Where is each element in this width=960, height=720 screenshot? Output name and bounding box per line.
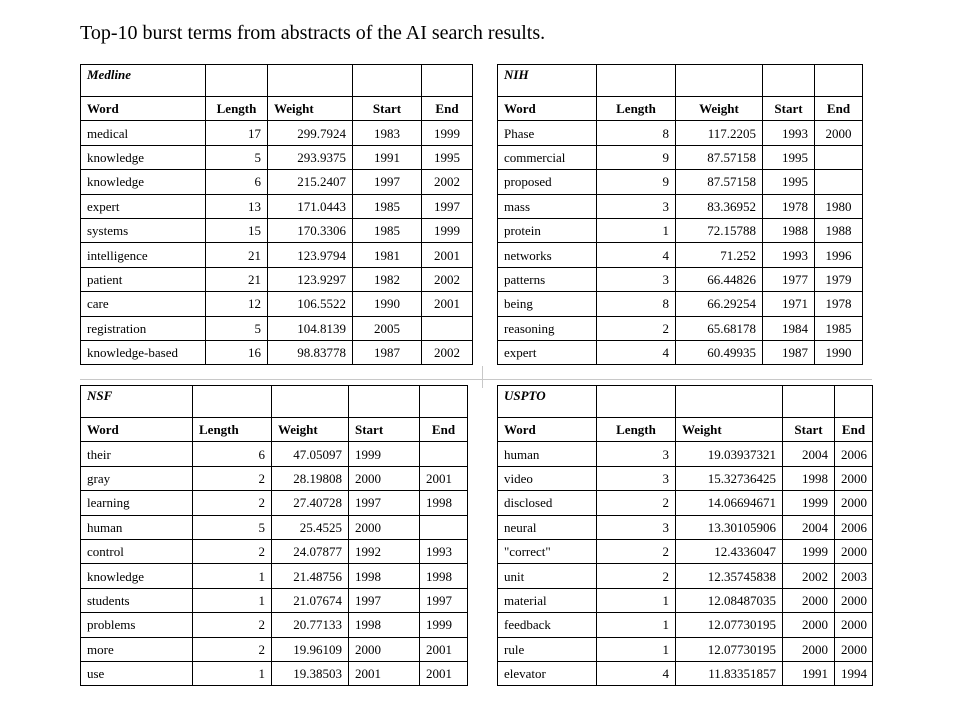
weight-cell: 106.5522 bbox=[268, 292, 353, 316]
word-cell: elevator bbox=[498, 661, 597, 685]
length-cell: 3 bbox=[597, 442, 676, 466]
length-cell: 4 bbox=[597, 243, 676, 267]
word-cell: medical bbox=[81, 121, 206, 145]
end-cell: 1990 bbox=[815, 340, 863, 364]
table-row bbox=[498, 661, 873, 685]
length-cell: 1 bbox=[597, 218, 676, 242]
header-row bbox=[81, 418, 468, 442]
source-row bbox=[498, 65, 863, 97]
column-header-end: End bbox=[815, 97, 863, 121]
end-cell: 2000 bbox=[835, 491, 873, 515]
weight-cell: 19.96109 bbox=[272, 637, 349, 661]
start-cell: 1997 bbox=[349, 588, 420, 612]
weight-cell: 71.252 bbox=[676, 243, 763, 267]
start-cell: 2001 bbox=[349, 661, 420, 685]
table-row bbox=[81, 637, 468, 661]
empty-cell bbox=[763, 65, 815, 97]
length-cell: 2 bbox=[597, 491, 676, 515]
empty-cell bbox=[676, 386, 783, 418]
length-cell: 15 bbox=[206, 218, 268, 242]
start-cell: 2000 bbox=[349, 515, 420, 539]
start-cell: 1992 bbox=[349, 539, 420, 563]
uspto-table bbox=[497, 385, 873, 686]
weight-cell: 60.49935 bbox=[676, 340, 763, 364]
word-cell: use bbox=[81, 661, 193, 685]
length-cell: 8 bbox=[597, 292, 676, 316]
end-cell: 1995 bbox=[422, 145, 473, 169]
word-cell: knowledge-based bbox=[81, 340, 206, 364]
start-cell: 1998 bbox=[783, 466, 835, 490]
weight-cell: 14.06694671 bbox=[676, 491, 783, 515]
weight-cell: 83.36952 bbox=[676, 194, 763, 218]
start-cell: 1982 bbox=[353, 267, 422, 291]
word-cell: unit bbox=[498, 564, 597, 588]
header-row bbox=[498, 418, 873, 442]
table-row bbox=[81, 442, 468, 466]
end-cell: 1999 bbox=[422, 121, 473, 145]
end-cell: 2002 bbox=[422, 267, 473, 291]
weight-cell: 47.05097 bbox=[272, 442, 349, 466]
start-cell: 1999 bbox=[349, 442, 420, 466]
end-cell bbox=[420, 442, 468, 466]
table-row bbox=[498, 340, 863, 364]
weight-cell: 65.68178 bbox=[676, 316, 763, 340]
weight-cell: 12.35745838 bbox=[676, 564, 783, 588]
word-cell: patient bbox=[81, 267, 206, 291]
end-cell: 1978 bbox=[815, 292, 863, 316]
table-row bbox=[81, 218, 473, 242]
start-cell: 1997 bbox=[353, 170, 422, 194]
start-cell: 1984 bbox=[763, 316, 815, 340]
weight-cell: 171.0443 bbox=[268, 194, 353, 218]
weight-cell: 12.08487035 bbox=[676, 588, 783, 612]
table-row bbox=[498, 170, 863, 194]
start-cell: 2000 bbox=[349, 466, 420, 490]
table-row bbox=[81, 588, 468, 612]
empty-cell bbox=[422, 65, 473, 97]
weight-cell: 87.57158 bbox=[676, 145, 763, 169]
end-cell: 2002 bbox=[422, 170, 473, 194]
table-row bbox=[498, 316, 863, 340]
column-header-weight: Weight bbox=[272, 418, 349, 442]
end-cell: 2006 bbox=[835, 442, 873, 466]
table-row bbox=[81, 466, 468, 490]
end-cell: 2000 bbox=[835, 588, 873, 612]
length-cell: 3 bbox=[597, 194, 676, 218]
length-cell: 2 bbox=[597, 564, 676, 588]
table-row bbox=[498, 121, 863, 145]
table-row bbox=[498, 145, 863, 169]
weight-cell: 170.3306 bbox=[268, 218, 353, 242]
column-header-word: Word bbox=[498, 97, 597, 121]
column-header-start: Start bbox=[783, 418, 835, 442]
start-cell: 1993 bbox=[763, 243, 815, 267]
word-cell: more bbox=[81, 637, 193, 661]
start-cell: 1987 bbox=[763, 340, 815, 364]
table-row bbox=[498, 637, 873, 661]
empty-cell bbox=[597, 386, 676, 418]
start-cell: 1990 bbox=[353, 292, 422, 316]
weight-cell: 20.77133 bbox=[272, 613, 349, 637]
start-cell: 1985 bbox=[353, 218, 422, 242]
source-name: NSF bbox=[81, 386, 193, 418]
table-row bbox=[81, 613, 468, 637]
end-cell: 1985 bbox=[815, 316, 863, 340]
word-cell: "correct" bbox=[498, 539, 597, 563]
weight-cell: 12.07730195 bbox=[676, 613, 783, 637]
word-cell: gray bbox=[81, 466, 193, 490]
length-cell: 2 bbox=[193, 491, 272, 515]
weight-cell: 87.57158 bbox=[676, 170, 763, 194]
column-header-start: Start bbox=[349, 418, 420, 442]
table-row bbox=[498, 515, 873, 539]
end-cell: 1979 bbox=[815, 267, 863, 291]
page-title: Top-10 burst terms from abstracts of the AI search results. bbox=[80, 22, 546, 44]
length-cell: 1 bbox=[597, 588, 676, 612]
word-cell: being bbox=[498, 292, 597, 316]
empty-cell bbox=[783, 386, 835, 418]
column-header-weight: Weight bbox=[268, 97, 353, 121]
section-divider-vertical bbox=[482, 366, 483, 388]
weight-cell: 299.7924 bbox=[268, 121, 353, 145]
column-header-length: Length bbox=[206, 97, 268, 121]
table-row bbox=[81, 491, 468, 515]
word-cell: intelligence bbox=[81, 243, 206, 267]
start-cell: 1971 bbox=[763, 292, 815, 316]
table-row bbox=[81, 661, 468, 685]
word-cell: proposed bbox=[498, 170, 597, 194]
column-header-start: Start bbox=[763, 97, 815, 121]
length-cell: 9 bbox=[597, 170, 676, 194]
empty-cell bbox=[353, 65, 422, 97]
end-cell: 2000 bbox=[835, 539, 873, 563]
weight-cell: 12.07730195 bbox=[676, 637, 783, 661]
weight-cell: 215.2407 bbox=[268, 170, 353, 194]
nih-table bbox=[497, 64, 863, 365]
column-header-weight: Weight bbox=[676, 418, 783, 442]
weight-cell: 293.9375 bbox=[268, 145, 353, 169]
start-cell: 2002 bbox=[783, 564, 835, 588]
start-cell: 1993 bbox=[763, 121, 815, 145]
word-cell: material bbox=[498, 588, 597, 612]
header-row bbox=[498, 97, 863, 121]
end-cell: 1988 bbox=[815, 218, 863, 242]
weight-cell: 98.83778 bbox=[268, 340, 353, 364]
word-cell: disclosed bbox=[498, 491, 597, 515]
table-row bbox=[81, 145, 473, 169]
length-cell: 1 bbox=[193, 564, 272, 588]
length-cell: 8 bbox=[597, 121, 676, 145]
weight-cell: 123.9297 bbox=[268, 267, 353, 291]
word-cell: knowledge bbox=[81, 170, 206, 194]
source-row bbox=[81, 386, 468, 418]
empty-cell bbox=[206, 65, 268, 97]
start-cell: 1995 bbox=[763, 170, 815, 194]
column-header-end: End bbox=[835, 418, 873, 442]
length-cell: 6 bbox=[193, 442, 272, 466]
word-cell: students bbox=[81, 588, 193, 612]
word-cell: patterns bbox=[498, 267, 597, 291]
end-cell bbox=[815, 170, 863, 194]
end-cell: 1998 bbox=[420, 491, 468, 515]
empty-cell bbox=[349, 386, 420, 418]
length-cell: 5 bbox=[206, 316, 268, 340]
length-cell: 21 bbox=[206, 267, 268, 291]
table-row bbox=[498, 218, 863, 242]
start-cell: 1985 bbox=[353, 194, 422, 218]
end-cell: 2000 bbox=[835, 613, 873, 637]
empty-cell bbox=[272, 386, 349, 418]
nsf-table bbox=[80, 385, 468, 686]
word-cell: networks bbox=[498, 243, 597, 267]
start-cell: 1997 bbox=[349, 491, 420, 515]
end-cell: 2001 bbox=[422, 243, 473, 267]
start-cell: 1983 bbox=[353, 121, 422, 145]
weight-cell: 27.40728 bbox=[272, 491, 349, 515]
empty-cell bbox=[835, 386, 873, 418]
end-cell: 2001 bbox=[420, 637, 468, 661]
word-cell: care bbox=[81, 292, 206, 316]
medline-table bbox=[80, 64, 473, 365]
length-cell: 3 bbox=[597, 267, 676, 291]
length-cell: 3 bbox=[597, 515, 676, 539]
table-row bbox=[81, 194, 473, 218]
weight-cell: 12.4336047 bbox=[676, 539, 783, 563]
start-cell: 1999 bbox=[783, 539, 835, 563]
table-row bbox=[498, 564, 873, 588]
table-row bbox=[498, 613, 873, 637]
table-row bbox=[81, 340, 473, 364]
word-cell: neural bbox=[498, 515, 597, 539]
source-name: USPTO bbox=[498, 386, 597, 418]
word-cell: feedback bbox=[498, 613, 597, 637]
word-cell: systems bbox=[81, 218, 206, 242]
start-cell: 2000 bbox=[783, 637, 835, 661]
table-row bbox=[81, 539, 468, 563]
section-divider-horizontal bbox=[80, 379, 872, 380]
table-row bbox=[81, 121, 473, 145]
length-cell: 1 bbox=[597, 613, 676, 637]
start-cell: 1995 bbox=[763, 145, 815, 169]
length-cell: 9 bbox=[597, 145, 676, 169]
end-cell: 2002 bbox=[422, 340, 473, 364]
length-cell: 1 bbox=[193, 588, 272, 612]
empty-cell bbox=[268, 65, 353, 97]
table-row bbox=[498, 267, 863, 291]
word-cell: commercial bbox=[498, 145, 597, 169]
word-cell: reasoning bbox=[498, 316, 597, 340]
length-cell: 2 bbox=[193, 539, 272, 563]
empty-cell bbox=[676, 65, 763, 97]
weight-cell: 19.03937321 bbox=[676, 442, 783, 466]
length-cell: 1 bbox=[193, 661, 272, 685]
end-cell: 1998 bbox=[420, 564, 468, 588]
length-cell: 3 bbox=[597, 466, 676, 490]
source-name: NIH bbox=[498, 65, 597, 97]
column-header-weight: Weight bbox=[676, 97, 763, 121]
word-cell: problems bbox=[81, 613, 193, 637]
end-cell: 1997 bbox=[422, 194, 473, 218]
table-row bbox=[81, 243, 473, 267]
start-cell: 2004 bbox=[783, 515, 835, 539]
end-cell: 1996 bbox=[815, 243, 863, 267]
source-row bbox=[81, 65, 473, 97]
length-cell: 5 bbox=[193, 515, 272, 539]
end-cell: 1999 bbox=[420, 613, 468, 637]
header-row bbox=[81, 97, 473, 121]
table-row bbox=[81, 170, 473, 194]
length-cell: 2 bbox=[597, 539, 676, 563]
column-header-start: Start bbox=[353, 97, 422, 121]
length-cell: 6 bbox=[206, 170, 268, 194]
column-header-length: Length bbox=[597, 418, 676, 442]
word-cell: rule bbox=[498, 637, 597, 661]
start-cell: 2000 bbox=[349, 637, 420, 661]
word-cell: Phase bbox=[498, 121, 597, 145]
weight-cell: 72.15788 bbox=[676, 218, 763, 242]
source-row bbox=[498, 386, 873, 418]
start-cell: 2000 bbox=[783, 613, 835, 637]
length-cell: 2 bbox=[193, 637, 272, 661]
table-row bbox=[81, 316, 473, 340]
start-cell: 2004 bbox=[783, 442, 835, 466]
length-cell: 13 bbox=[206, 194, 268, 218]
weight-cell: 123.9794 bbox=[268, 243, 353, 267]
source-name: Medline bbox=[81, 65, 206, 97]
length-cell: 2 bbox=[597, 316, 676, 340]
empty-cell bbox=[420, 386, 468, 418]
length-cell: 2 bbox=[193, 613, 272, 637]
start-cell: 1977 bbox=[763, 267, 815, 291]
column-header-word: Word bbox=[498, 418, 597, 442]
start-cell: 1998 bbox=[349, 564, 420, 588]
word-cell: knowledge bbox=[81, 564, 193, 588]
end-cell: 2001 bbox=[420, 661, 468, 685]
end-cell: 1980 bbox=[815, 194, 863, 218]
end-cell bbox=[815, 145, 863, 169]
weight-cell: 15.32736425 bbox=[676, 466, 783, 490]
empty-cell bbox=[597, 65, 676, 97]
table-row bbox=[81, 267, 473, 291]
end-cell: 1999 bbox=[422, 218, 473, 242]
word-cell: protein bbox=[498, 218, 597, 242]
weight-cell: 11.83351857 bbox=[676, 661, 783, 685]
table-row bbox=[81, 564, 468, 588]
end-cell: 1993 bbox=[420, 539, 468, 563]
weight-cell: 66.29254 bbox=[676, 292, 763, 316]
word-cell: their bbox=[81, 442, 193, 466]
weight-cell: 28.19808 bbox=[272, 466, 349, 490]
column-header-word: Word bbox=[81, 97, 206, 121]
word-cell: video bbox=[498, 466, 597, 490]
start-cell: 1988 bbox=[763, 218, 815, 242]
table-row bbox=[498, 243, 863, 267]
start-cell: 1987 bbox=[353, 340, 422, 364]
start-cell: 1999 bbox=[783, 491, 835, 515]
table-row bbox=[498, 292, 863, 316]
end-cell: 1997 bbox=[420, 588, 468, 612]
column-header-length: Length bbox=[597, 97, 676, 121]
column-header-end: End bbox=[422, 97, 473, 121]
weight-cell: 104.8139 bbox=[268, 316, 353, 340]
empty-cell bbox=[815, 65, 863, 97]
word-cell: learning bbox=[81, 491, 193, 515]
start-cell: 1998 bbox=[349, 613, 420, 637]
word-cell: registration bbox=[81, 316, 206, 340]
length-cell: 1 bbox=[597, 637, 676, 661]
end-cell bbox=[422, 316, 473, 340]
weight-cell: 19.38503 bbox=[272, 661, 349, 685]
start-cell: 1981 bbox=[353, 243, 422, 267]
length-cell: 2 bbox=[193, 466, 272, 490]
table-row bbox=[498, 491, 873, 515]
start-cell: 1978 bbox=[763, 194, 815, 218]
weight-cell: 66.44826 bbox=[676, 267, 763, 291]
weight-cell: 21.07674 bbox=[272, 588, 349, 612]
length-cell: 4 bbox=[597, 340, 676, 364]
table-row bbox=[81, 292, 473, 316]
end-cell: 2001 bbox=[420, 466, 468, 490]
word-cell: knowledge bbox=[81, 145, 206, 169]
column-header-length: Length bbox=[193, 418, 272, 442]
end-cell: 2003 bbox=[835, 564, 873, 588]
start-cell: 2000 bbox=[783, 588, 835, 612]
end-cell: 1994 bbox=[835, 661, 873, 685]
weight-cell: 13.30105906 bbox=[676, 515, 783, 539]
word-cell: human bbox=[498, 442, 597, 466]
column-header-end: End bbox=[420, 418, 468, 442]
word-cell: expert bbox=[498, 340, 597, 364]
weight-cell: 21.48756 bbox=[272, 564, 349, 588]
start-cell: 2005 bbox=[353, 316, 422, 340]
table-row bbox=[498, 194, 863, 218]
length-cell: 17 bbox=[206, 121, 268, 145]
weight-cell: 24.07877 bbox=[272, 539, 349, 563]
end-cell: 2006 bbox=[835, 515, 873, 539]
start-cell: 1991 bbox=[353, 145, 422, 169]
table-row bbox=[498, 539, 873, 563]
word-cell: human bbox=[81, 515, 193, 539]
start-cell: 1991 bbox=[783, 661, 835, 685]
end-cell bbox=[420, 515, 468, 539]
end-cell: 2000 bbox=[835, 637, 873, 661]
table-row bbox=[498, 466, 873, 490]
length-cell: 12 bbox=[206, 292, 268, 316]
length-cell: 16 bbox=[206, 340, 268, 364]
column-header-word: Word bbox=[81, 418, 193, 442]
word-cell: expert bbox=[81, 194, 206, 218]
length-cell: 21 bbox=[206, 243, 268, 267]
word-cell: control bbox=[81, 539, 193, 563]
weight-cell: 117.2205 bbox=[676, 121, 763, 145]
empty-cell bbox=[193, 386, 272, 418]
table-row bbox=[498, 588, 873, 612]
table-row bbox=[81, 515, 468, 539]
end-cell: 2000 bbox=[835, 466, 873, 490]
weight-cell: 25.4525 bbox=[272, 515, 349, 539]
end-cell: 2001 bbox=[422, 292, 473, 316]
word-cell: mass bbox=[498, 194, 597, 218]
length-cell: 5 bbox=[206, 145, 268, 169]
end-cell: 2000 bbox=[815, 121, 863, 145]
table-row bbox=[498, 442, 873, 466]
length-cell: 4 bbox=[597, 661, 676, 685]
